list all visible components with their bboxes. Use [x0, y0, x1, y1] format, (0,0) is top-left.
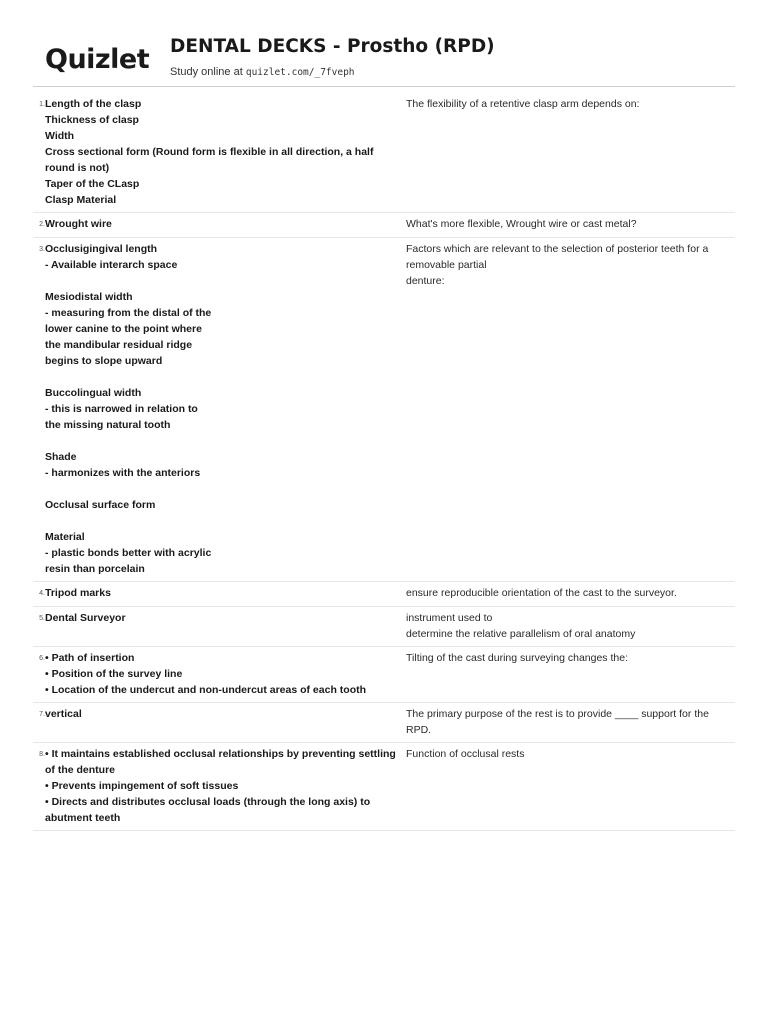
card-definition: instrument used to determine the relative parallelism of oral anatomy: [406, 612, 636, 640]
card-term: Wrought wire: [45, 218, 112, 230]
document-header: [33, 36, 735, 87]
card-number: 8.: [39, 751, 45, 758]
card-term: Tripod marks: [45, 587, 111, 599]
flashcard-row: [33, 647, 735, 703]
flashcard-row: [33, 743, 735, 831]
flashcard-row: [33, 238, 735, 582]
card-number: 7.: [39, 711, 45, 718]
card-term: Occlusigingival length - Available interarch space Mesiodistal width - measuring from the distal of the lower canine to the point where the mandibular residual ridge begins to slope upward Buccolingual width - this is narrowed in relation to the missing natural tooth Shade - harmonizes with the anteriors Occlusal surface form Material - plastic bonds better with acrylic resin than porcelain: [45, 243, 212, 575]
card-term: Dental Surveyor: [45, 612, 126, 624]
card-definition: What's more flexible, Wrought wire or cast metal?: [406, 218, 637, 230]
card-term: • Path of insertion • Position of the survey line • Location of the undercut and non-undercut areas of each tooth: [45, 652, 367, 696]
card-definition: Tilting of the cast during surveying changes the:: [406, 652, 628, 664]
card-number: 6.: [39, 655, 45, 662]
card-definition: ensure reproducible orientation of the cast to the surveyor.: [406, 587, 677, 599]
flashcard-list: [33, 93, 735, 831]
card-number: 4.: [39, 590, 45, 597]
card-number: 5.: [39, 615, 45, 622]
card-number: 1.: [39, 101, 45, 108]
card-term: Length of the clasp Thickness of clasp Width Cross sectional form (Round form is flexible in all direction, a half round is not) Taper of the CLasp Clasp Material: [45, 98, 374, 206]
card-number: 2.: [39, 221, 45, 228]
flashcard-row: [33, 582, 735, 607]
study-online-label: Study online at: [170, 66, 246, 78]
card-term: vertical: [45, 708, 82, 720]
card-definition: The flexibility of a retentive clasp arm depends on:: [406, 98, 640, 110]
document-title: DENTAL DECKS - Prostho (RPD): [170, 36, 495, 57]
card-term: • It maintains established occlusal relationships by preventing settling of the denture • Prevents impingement of soft tissues • Directs and distributes occlusal loads (through the long axis) to abutment teeth: [45, 748, 396, 824]
quizlet-logo: Quizlet: [45, 44, 150, 75]
study-online-url: quizlet.com/_7fveph: [245, 67, 355, 78]
card-number: 3.: [39, 246, 45, 253]
card-definition: Factors which are relevant to the selection of posterior teeth for a removable partial denture:: [406, 243, 709, 287]
flashcard-row: [33, 213, 735, 238]
flashcard-row: [33, 703, 735, 743]
card-definition: The primary purpose of the rest is to provide ____ support for the RPD.: [406, 708, 709, 736]
card-definition: Function of occlusal rests: [406, 748, 525, 760]
study-online-line: [170, 66, 355, 78]
flashcard-row: [33, 607, 735, 647]
flashcard-row: [33, 93, 735, 213]
